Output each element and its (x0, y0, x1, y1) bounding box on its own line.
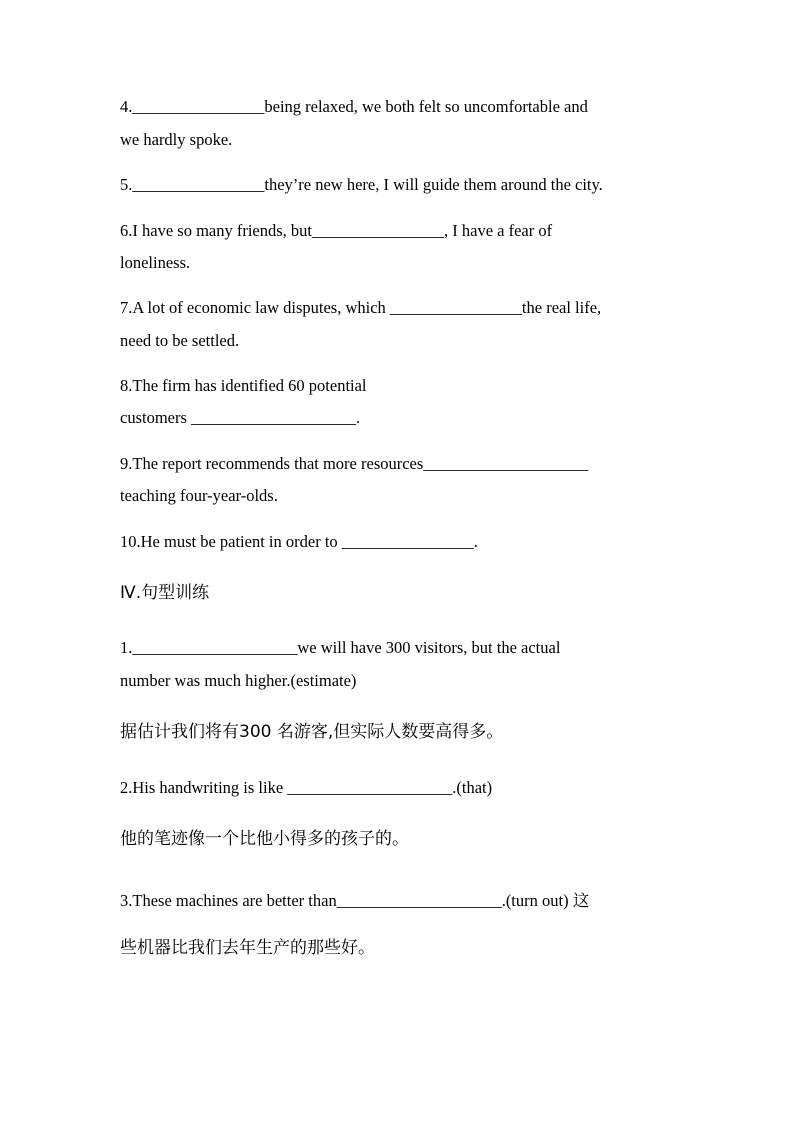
question-10-line-1: 10.He must be patient in order to ________________. (120, 532, 478, 551)
sentence-2-en-line-1: 2.His handwriting is like ____________________.(that) (120, 778, 493, 797)
sentence-3-cn: 些机器比我们去年生产的那些好。 (120, 938, 375, 958)
question-9-line-2: teaching four-year-olds. (120, 486, 278, 505)
question-7-line-2: need to be settled. (120, 331, 240, 350)
sentence-2-cn: 他的笔迹像一个比他小得多的孩子的。 (120, 829, 409, 849)
question-9-line-1: 9.The report recommends that more resources____________________ (120, 454, 589, 473)
sentence-3-en-line-1: 3.These machines are better than____________________.(turn out) 这 (120, 891, 590, 910)
sentence-1-en-line-2: number was much higher.(estimate) (120, 671, 357, 690)
section-heading: Ⅳ.句型训练 (120, 583, 210, 603)
question-8-line-2: customers ____________________. (120, 408, 361, 427)
question-8-line-1: 8.The firm has identified 60 potential (120, 376, 367, 395)
question-6-line-2: loneliness. (120, 253, 191, 272)
sentence-1-en-line-1: 1.____________________we will have 300 visitors, but the actual (120, 638, 561, 657)
sentence-1-cn: 据估计我们将有300 名游客,但实际人数要高得多。 (120, 722, 504, 742)
question-4-line-1: 4.________________being relaxed, we both felt so uncomfortable and (120, 97, 588, 116)
question-6-line-1: 6.I have so many friends, but________________, I have a fear of (120, 221, 553, 240)
question-4-line-2: we hardly spoke. (120, 130, 233, 149)
question-7-line-1: 7.A lot of economic law disputes, which ________________the real life, (120, 298, 602, 317)
question-5-line-1: 5.________________they’re new here, I will guide them around the city. (120, 175, 603, 194)
